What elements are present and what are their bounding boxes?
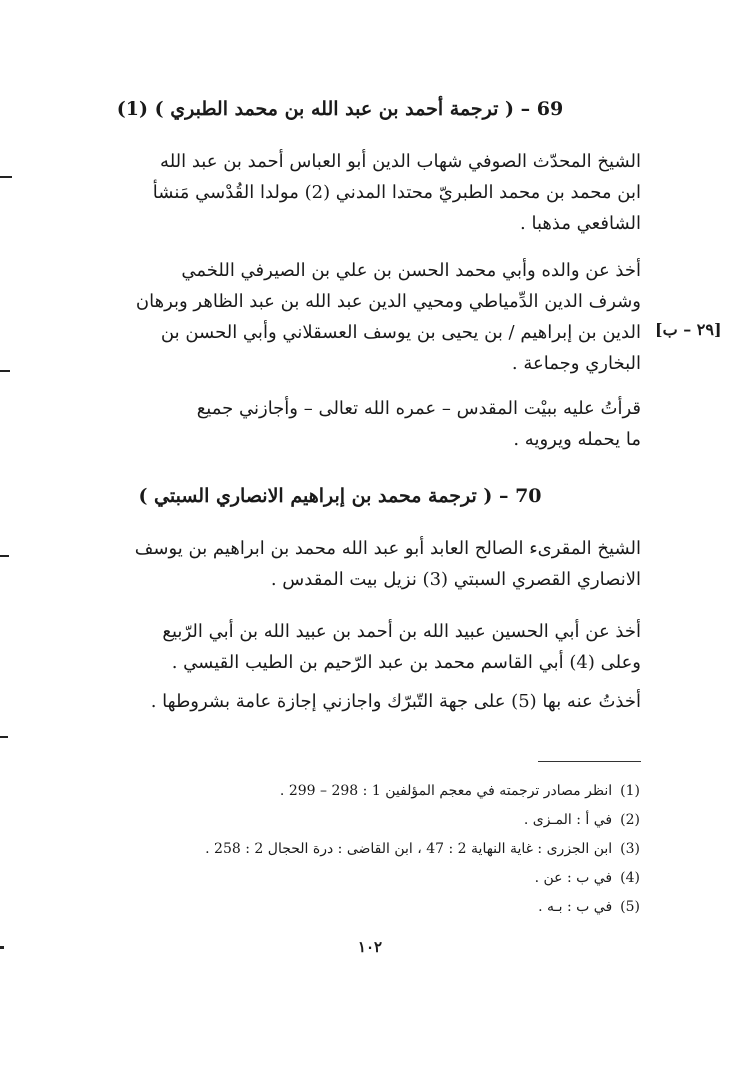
text-line: أخذ عن أبي الحسين عبيد الله بن أحمد بن عبيد الله بن أبي الرّبيع bbox=[162, 621, 641, 642]
footnote bbox=[100, 806, 640, 835]
footnote-number: (3) bbox=[620, 841, 640, 857]
text-line: الانصاري القصري السبتي (3) نزيل بيت المقدس . bbox=[270, 569, 641, 590]
entry-69-paragraph-1 bbox=[105, 146, 641, 239]
footnote-text: انظر مصادر ترجمته في معجم المؤلفين 1 : 298 – 299 . bbox=[279, 783, 613, 799]
footnote bbox=[100, 864, 640, 893]
footnote-number: (2) bbox=[620, 812, 640, 828]
text-line: أخذتُ عنه بها (5) على جهة التّبرّك واجازني إجازة عامة بشروطها . bbox=[150, 691, 641, 712]
footnote-number: (5) bbox=[620, 899, 640, 915]
footnote-separator bbox=[538, 761, 641, 762]
scan-edge-mark bbox=[0, 555, 9, 557]
page-number: ١٠٢ bbox=[357, 938, 383, 956]
text-line: الشافعي مذهبا . bbox=[520, 213, 641, 234]
text-line: أخذ عن والده وأبي محمد الحسن بن علي بن الصيرفي اللخمي bbox=[181, 260, 641, 281]
footnote-number: (4) bbox=[620, 870, 640, 886]
entry-70-paragraph-2 bbox=[105, 616, 641, 678]
text-line: الشيخ المقرىء الصالح العابد أبو عبد الله محمد بن ابراهيم بن يوسف bbox=[134, 538, 641, 559]
entry-70-heading: 70 – ( ترجمة محمد بن إبراهيم الانصاري السبتي ) bbox=[138, 485, 542, 507]
entry-70-paragraph-1 bbox=[105, 533, 641, 595]
footnote-text: ابن الجزرى : غاية النهاية 2 : 47 ، ابن القاضى : درة الحجال 2 : 258 . bbox=[205, 841, 613, 857]
entry-69-heading: 69 – ( ترجمة أحمد بن عبد الله بن محمد الطبري ) (1) bbox=[116, 98, 564, 120]
text-line: الدين بن إبراهيم / بن يحيى بن يوسف العسقلاني وأبي الحسن بن bbox=[160, 322, 641, 343]
text-line: وعلى (4) أبي القاسم محمد بن عبد الرّحيم بن الطيب القيسي . bbox=[171, 652, 641, 673]
footnote bbox=[100, 777, 640, 806]
footnote-text: في ب : بـه . bbox=[538, 899, 613, 915]
entry-70-paragraph-3 bbox=[105, 686, 641, 717]
footnote bbox=[100, 893, 640, 922]
text-line: قرأتُ عليه ببيْت المقدس – عمره الله تعالى – وأجازني جميع bbox=[196, 398, 641, 419]
footnote-number: (1) bbox=[620, 783, 640, 799]
scan-edge-mark bbox=[0, 736, 8, 738]
text-line: البخاري وجماعة . bbox=[511, 353, 641, 374]
text-line: ما يحمله ويرويه . bbox=[513, 429, 641, 450]
footnotes bbox=[100, 777, 640, 922]
text-line: ابن محمد بن محمد الطبريّ محتدا المدني (2) مولدا القُدْسي مَنشأ bbox=[152, 182, 641, 203]
text-line: وشرف الدين الدِّمياطي ومحيي الدين عبد الله بن عبد الظاهر وبرهان bbox=[135, 291, 641, 312]
scan-edge-mark bbox=[0, 176, 12, 178]
text-line: الشيخ المحدّث الصوفي شهاب الدين أبو العباس أحمد بن عبد الله bbox=[160, 151, 641, 172]
footnote bbox=[100, 835, 640, 864]
footnote-text: في ب : عن . bbox=[534, 870, 613, 886]
entry-69-paragraph-3 bbox=[105, 393, 641, 455]
folio-margin-note: [٢٩ – ب] bbox=[655, 320, 722, 339]
scan-edge-mark bbox=[0, 370, 10, 372]
scan-edge-mark bbox=[0, 946, 4, 949]
entry-69-paragraph-2 bbox=[105, 255, 641, 379]
footnote-text: في أ : المـزى . bbox=[523, 812, 613, 828]
